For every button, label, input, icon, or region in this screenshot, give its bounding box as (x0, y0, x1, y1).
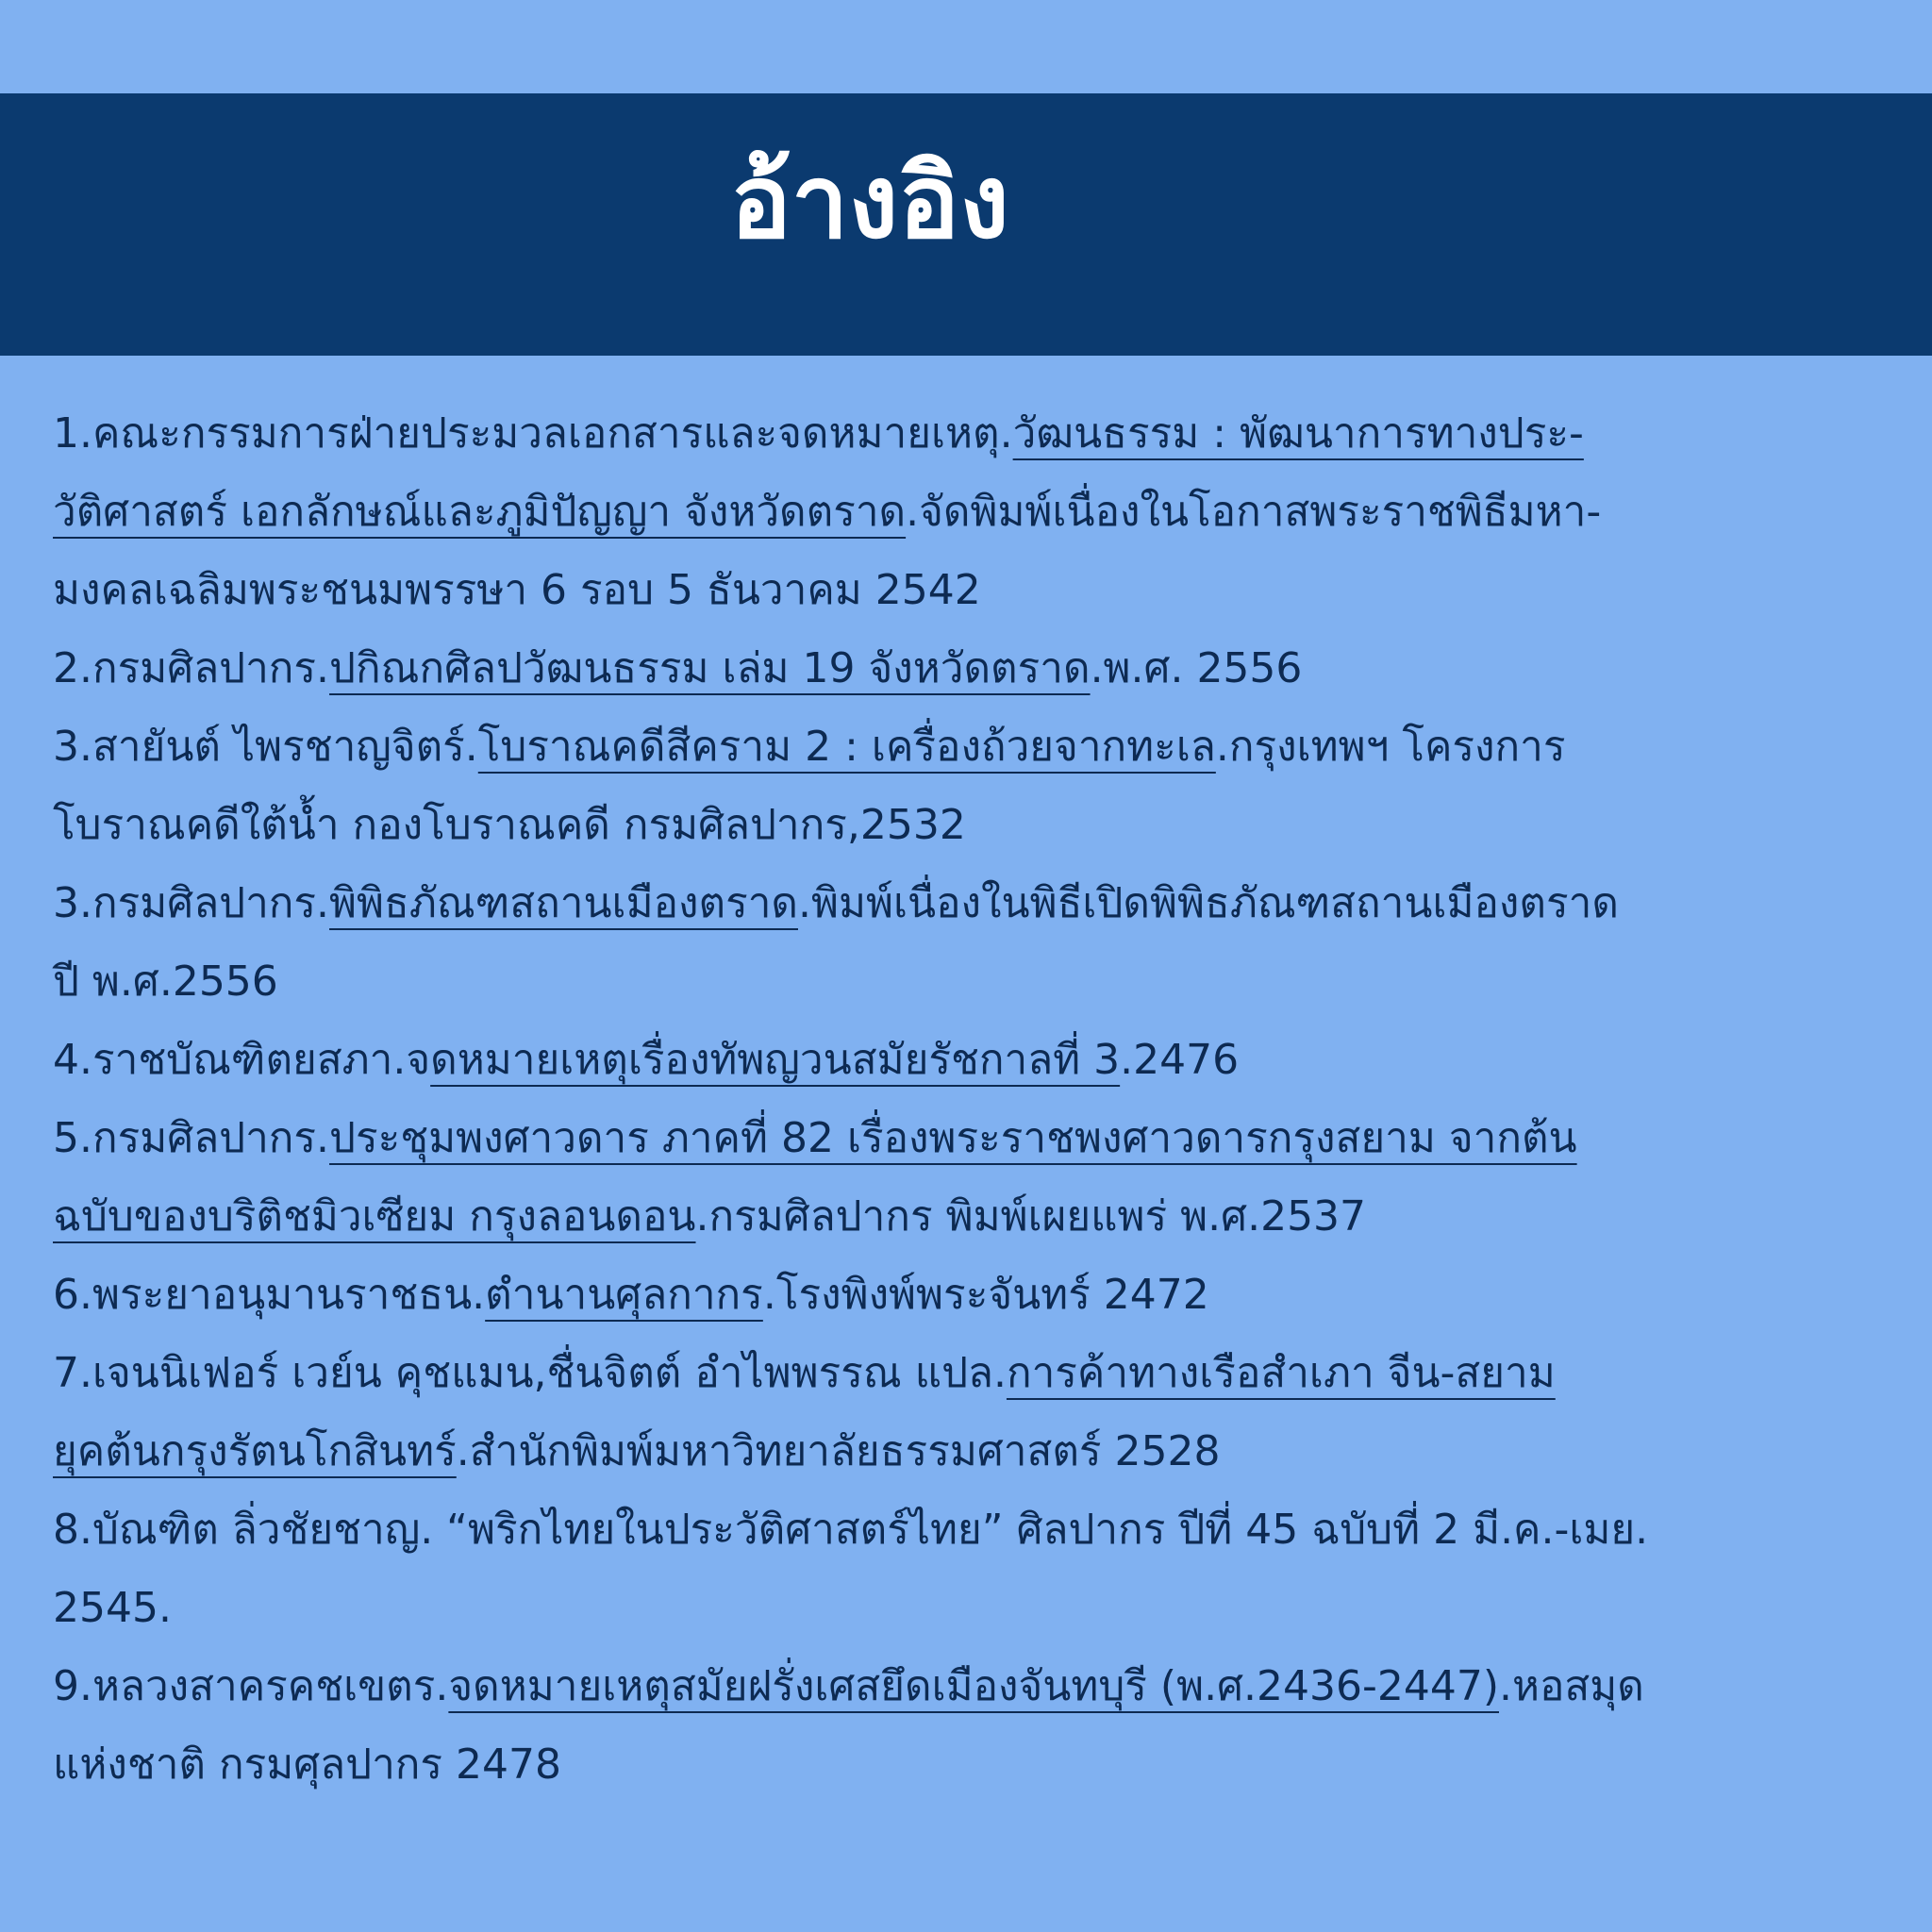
reference-text: 6.พระยาอนุมานราชธน. (53, 1271, 486, 1319)
reference-line (53, 1021, 1902, 1099)
reference-line (53, 1491, 1902, 1569)
reference-line (53, 1177, 1902, 1256)
reference-title-underlined: ปกิณกศิลปวัฒนธรรม เล่ม 19 จังหวัดตราด (329, 644, 1091, 692)
reference-line (53, 1256, 1902, 1334)
reference-title-underlined: ดหมายเหตุเรื่องทัพญวนสมัยรัชกาลที่ 3 (430, 1036, 1121, 1084)
reference-title-underlined: พิพิธภัณฑสถานเมืองตราด (329, 879, 798, 927)
reference-title-underlined: ตำนานศุลกากร (485, 1271, 763, 1319)
reference-text: 9.หลวงสาครคชเขตร. (53, 1662, 449, 1710)
reference-text: .กรมศิลปากร พิมพ์เผยแพร่ พ.ศ.2537 (695, 1192, 1367, 1241)
reference-line (53, 394, 1902, 473)
reference-line (53, 473, 1902, 551)
reference-line (53, 551, 1902, 629)
reference-text: โบราณคดีใต้น้ำ กองโบราณคดี กรมศิลปากร,2532 (53, 801, 966, 849)
reference-line (53, 629, 1902, 708)
reference-text: 1.คณะกรรมการฝ่ายประมวลเอกสารและจดหมายเหตุ. (53, 409, 1013, 458)
reference-text: 8.บัณฑิต ลิ่วชัยชาญ. “พริกไทยในประวัติศาสตร์ไทย” ศิลปากร ปีที่ 45 ฉบับที่ 2 มี.ค.-เมย. (53, 1506, 1649, 1554)
reference-text: 7.เจนนิเฟอร์ เวย์น คุชแมน,ชื่นจิตต์ อำไพพรรณ แปล. (53, 1349, 1007, 1397)
reference-text: .โรงพิงพ์พระจันทร์ 2472 (762, 1271, 1209, 1319)
reference-line (53, 1725, 1902, 1804)
reference-text: .พิมพ์เนื่องในพิธีเปิดพิพิธภัณฑสถานเมืองตราด (797, 879, 1619, 927)
reference-text: .พ.ศ. 2556 (1090, 644, 1303, 692)
reference-title-underlined: ฉบับของบริติชมิวเซียม กรุงลอนดอน (53, 1192, 696, 1241)
reference-title-underlined: โบราณคดีสีคราม 2 : เครื่องถ้วยจากทะเล (477, 723, 1216, 771)
reference-text: ปี พ.ศ.2556 (53, 958, 278, 1006)
reference-line (53, 1334, 1902, 1412)
reference-title-underlined: วัฒนธรรม : พัฒนาการทางประ- (1012, 409, 1584, 458)
reference-line (53, 864, 1902, 942)
reference-text: มงคลเฉลิมพระชนมพรรษา 6 รอบ 5 ธันวาคม 2542 (53, 566, 981, 614)
reference-title-underlined: ยุคต้นกรุงรัตนโกสินทร์ (53, 1427, 457, 1475)
reference-text: 5.กรมศิลปากร. (53, 1114, 330, 1162)
reference-text: .จัดพิมพ์เนื่องในโอกาสพระราชพิธีมหา- (906, 488, 1602, 536)
reference-line (53, 942, 1902, 1021)
reference-text: .หอสมุด (1499, 1662, 1644, 1710)
reference-text: 3.สายันต์ ไพรชาญจิตร์. (53, 723, 478, 771)
reference-line (53, 1412, 1902, 1491)
reference-line (53, 708, 1902, 786)
reference-text: .กรุงเทพฯ โครงการ (1215, 723, 1566, 771)
page-title: อ้างอิง (730, 143, 1009, 261)
reference-line (53, 786, 1902, 864)
reference-text: 3.กรมศิลปากร. (53, 879, 330, 927)
reference-title-underlined: วัติศาสตร์ เอกลักษณ์และภูมิปัญญา จังหวัดตราด (53, 488, 907, 536)
reference-line (53, 1099, 1902, 1177)
reference-list (53, 394, 1902, 1804)
reference-line (53, 1647, 1902, 1725)
reference-title-underlined: ประชุมพงศาวดาร ภาคที่ 82 เรื่องพระราชพงศาวดารกรุงสยาม จากต้น (329, 1114, 1577, 1162)
reference-text: .2476 (1120, 1036, 1240, 1084)
reference-text: .สำนักพิมพ์มหาวิทยาลัยธรรมศาสตร์ 2528 (456, 1427, 1221, 1475)
reference-text: 4.ราชบัณฑิตยสภา.จ (53, 1036, 431, 1084)
reference-line (53, 1569, 1902, 1647)
reference-text: 2545. (53, 1584, 172, 1632)
reference-text: แห่งชาติ กรมศุลปากร 2478 (53, 1740, 562, 1789)
reference-title-underlined: การค้าทางเรือสำเภา จีน-สยาม (1006, 1349, 1556, 1397)
reference-text: 2.กรมศิลปากร. (53, 644, 330, 692)
reference-title-underlined: จดหมายเหตุสมัยฝรั่งเศสยึดเมืองจันทบุรี (พ.ศ.2436-2447) (448, 1662, 1499, 1710)
